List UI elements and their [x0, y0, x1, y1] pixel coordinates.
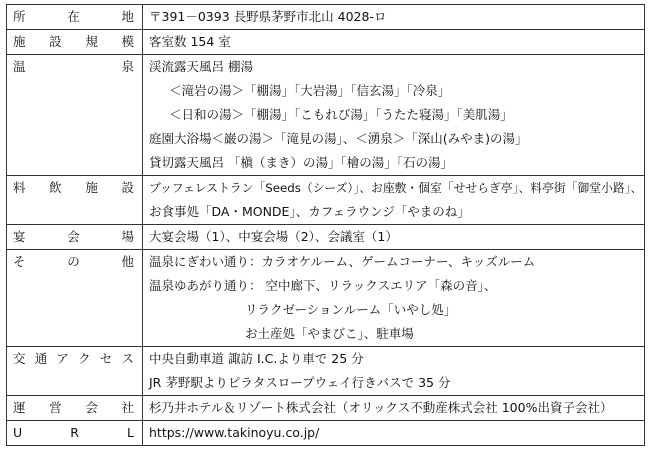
- value-others: 温泉にぎわい通り：カラオケルーム、ゲームコーナー、キッズルーム 温泉ゆあがり通り： 空中廊下、リラックスエリア「森の音」、 リラクゼーションルーム「いやし処」 お土産処「やまびこ」、駐車場: [143, 250, 645, 347]
- row-onsen: [7, 55, 645, 176]
- label-dining: 料 飲 施 設: [7, 176, 143, 225]
- label-onsen: 温 泉: [7, 55, 143, 176]
- label-operator: 運 営 会 社: [7, 396, 143, 421]
- value-address: 〒391－0393 長野県茅野市北山 4028-ロ: [143, 5, 645, 30]
- facility-info-table: [6, 4, 645, 446]
- website-link[interactable]: https://www.takinoyu.co.jp/: [149, 425, 320, 440]
- label-access: 交 通 ア ク セ ス: [7, 347, 143, 396]
- label-banquet: 宴 会 場: [7, 225, 143, 250]
- row-access: [7, 347, 645, 396]
- row-scale: [7, 30, 645, 55]
- value-access: 中央自動車道 諏訪 I.C.より車で 25 分 JR 茅野駅よりピラタスロープウェイ行きバスで 35 分: [143, 347, 645, 396]
- row-dining: [7, 176, 645, 225]
- label-url: U R L: [7, 421, 143, 446]
- value-dining: ブッフェレストラン「Seeds（シーズ）」、お座敷・個室「せせらぎ亭」、料亭街「御堂小路」、 お食事処「DA・MONDE」、カフェラウンジ「やまのね」: [143, 176, 645, 225]
- value-onsen: 渓流露天風呂 棚湯 ＜滝岩の湯＞「棚湯」「大岩湯」「信玄湯」「冷泉」 ＜日和の湯＞「棚湯」「こもれび湯」「うたた寝湯」「美肌湯」 庭園大浴場＜巌の湯＞「滝見の湯」、＜湧泉＞「深山(みやま)の湯」 貸切露天風呂 「槇（まき）の湯」「檜の湯」「石の湯」: [143, 55, 645, 176]
- value-banquet: 大宴会場（1）、中宴会場（2）、会議室（1）: [143, 225, 645, 250]
- row-banquet: [7, 225, 645, 250]
- label-address: 所 在 地: [7, 5, 143, 30]
- label-scale: 施 設 規 模: [7, 30, 143, 55]
- value-url[interactable]: [143, 421, 645, 446]
- label-others: そ の 他: [7, 250, 143, 347]
- value-operator: 杉乃井ホテル＆リゾート株式会社（オリックス不動産株式会社 100%出資子会社）: [143, 396, 645, 421]
- row-others: [7, 250, 645, 347]
- row-address: [7, 5, 645, 30]
- value-scale: 客室数 154 室: [143, 30, 645, 55]
- facility-info-sheet: [6, 4, 644, 446]
- row-url: [7, 421, 645, 446]
- row-operator: [7, 396, 645, 421]
